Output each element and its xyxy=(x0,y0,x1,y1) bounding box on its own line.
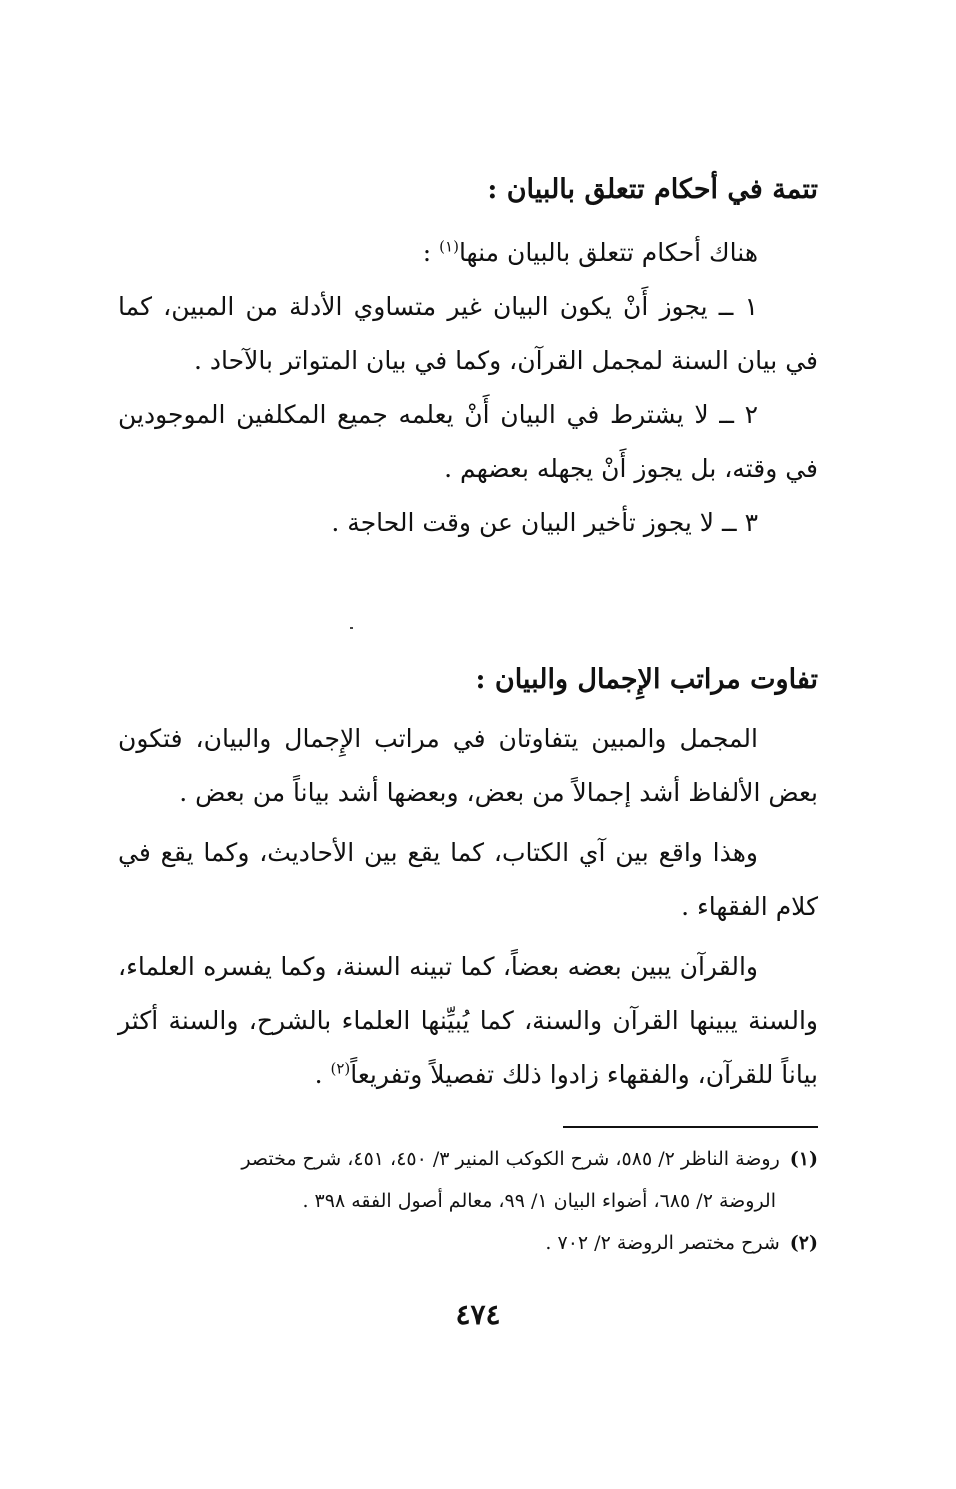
footnote-ref-1[interactable]: (١) xyxy=(439,237,459,256)
section-completion xyxy=(118,170,818,550)
footnote-2 xyxy=(118,1222,818,1264)
intro-paragraph xyxy=(118,226,818,280)
footnote-1-number: (١) xyxy=(789,1148,818,1170)
footnotes xyxy=(118,1138,818,1264)
footnote-1 xyxy=(118,1138,818,1180)
rule-item-1: ١ ــ يجوز أَنْ يكون البيان غير متساوي الأدلة من المبين، كما في بيان السنة لمجمل القرآن، وكما في بيان المتواتر بالآحاد . xyxy=(118,292,818,375)
page-number: ٤٧٤ xyxy=(455,1298,501,1331)
section-gradation xyxy=(118,660,818,1102)
intro-tail: : xyxy=(422,238,440,267)
gradation-paragraph-3-tail: . xyxy=(314,1060,331,1089)
print-speck xyxy=(350,627,353,629)
rule-item-3: ٣ ــ لا يجوز تأخير البيان عن وقت الحاجة . xyxy=(331,508,758,537)
section-heading-completion: تتمة في أحكام تتعلق بالبيان : xyxy=(487,174,818,205)
rule-item-2: ٢ ــ لا يشترط في البيان أَنْ يعلمه جميع المكلفين الموجودين في وقته، بل يجوز أَنْ يجهله بعضهم . xyxy=(118,400,818,483)
footnote-separator xyxy=(563,1126,818,1128)
footnote-1-line-1: روضة الناظر ٢/ ٥٨٥، شرح الكوكب المنير ٣/ ٤٥٠، ٤٥١، شرح مختصر xyxy=(241,1148,780,1170)
footnote-2-line-1: شرح مختصر الروضة ٢/ ٧٠٢ . xyxy=(545,1232,780,1254)
intro-text: هناك أحكام تتعلق بالبيان منها xyxy=(458,238,758,267)
gradation-paragraph-2: وهذا واقع بين آي الكتاب، كما يقع بين الأحاديث، وكما يقع في كلام الفقهاء . xyxy=(118,838,818,921)
gradation-paragraph-3-text: والقرآن يبين بعضه بعضاً، كما تبينه السنة، وكما يفسره العلماء، والسنة يبينها القرآن والسنة، كما يُبيِّنها العلماء بالشرح، والسنة أكثر بياناً للقرآن، والفقهاء زادوا ذلك تفصيلاً وتفريعاً xyxy=(118,952,818,1089)
section-heading-gradation: تفاوت مراتب الإِجمال والبيان : xyxy=(475,664,818,695)
footnote-1-continuation: الروضة ٢/ ٦٨٥، أضواء البيان ١/ ٩٩، معالم أصول الفقه ٣٩٨ . xyxy=(302,1190,776,1212)
gradation-paragraph-1: المجمل والمبين يتفاوتان في مراتب الإِجمال والبيان، فتكون بعض الألفاظ أشد إجمالاً من بعض، وبعضها أشد بياناً من بعض . xyxy=(118,724,818,807)
footnote-2-number: (٢) xyxy=(789,1232,818,1254)
footnote-ref-2[interactable]: (٢) xyxy=(330,1059,351,1078)
gradation-paragraph-3 xyxy=(118,940,818,1102)
